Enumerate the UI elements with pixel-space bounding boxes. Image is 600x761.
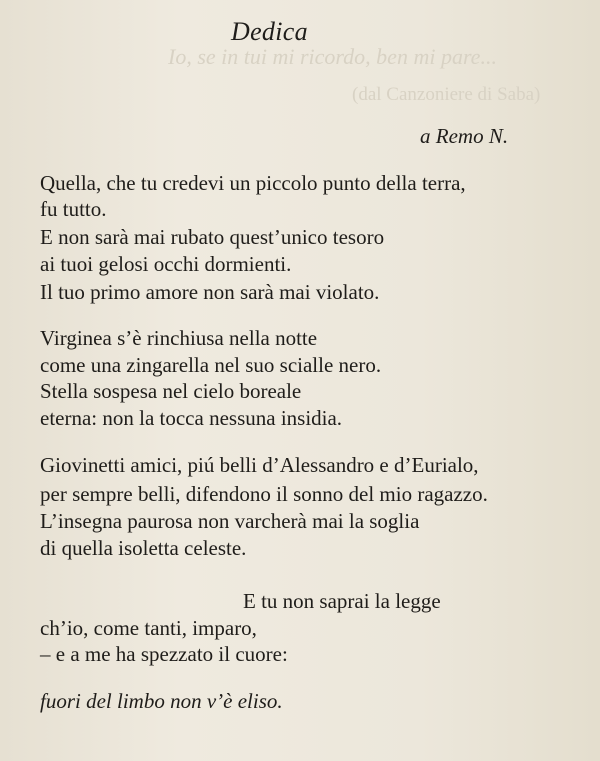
poem-line: fu tutto.	[40, 197, 107, 221]
dedication: a Remo N.	[420, 124, 509, 148]
bleed-through-source: (dal Canzoniere di Saba)	[352, 84, 541, 105]
poem-line: come una zingarella nel suo scialle nero.	[40, 353, 382, 377]
poem-line: di quella isoletta celeste.	[40, 536, 247, 560]
poem-line: Quella, che tu credevi un piccolo punto della terra,	[40, 171, 466, 195]
poem-line: per sempre belli, difendono il sonno del mio ragazzo.	[40, 482, 488, 506]
poem-line: L’insegna paurosa non varcherà mai la soglia	[40, 509, 420, 533]
poem-line: – e a me ha spezzato il cuore:	[40, 642, 288, 666]
bleed-through-quote: Io, se in tui mi ricordo, ben mi pare...	[168, 44, 497, 69]
poem-line: ai tuoi gelosi occhi dormienti.	[40, 252, 292, 276]
poem-line: Giovinetti amici, piú belli d’Alessandro e d’Eurialo,	[40, 453, 479, 477]
poem-line: E non sarà mai rubato quest’unico tesoro	[40, 225, 385, 249]
poem-line: Il tuo primo amore non sarà mai violato.	[40, 280, 380, 304]
poem-line: Virginea s’è rinchiusa nella notte	[40, 326, 318, 350]
poem-line: ch’io, come tanti, imparo,	[40, 616, 257, 640]
page-title: Dedica	[231, 17, 308, 46]
poem-line: Stella sospesa nel cielo boreale	[40, 379, 302, 403]
poem-line: E tu non saprai la legge	[243, 589, 441, 613]
poem-line: eterna: non la tocca nessuna insidia.	[40, 406, 343, 430]
poem-final-line: fuori del limbo non v’è eliso.	[40, 689, 283, 713]
